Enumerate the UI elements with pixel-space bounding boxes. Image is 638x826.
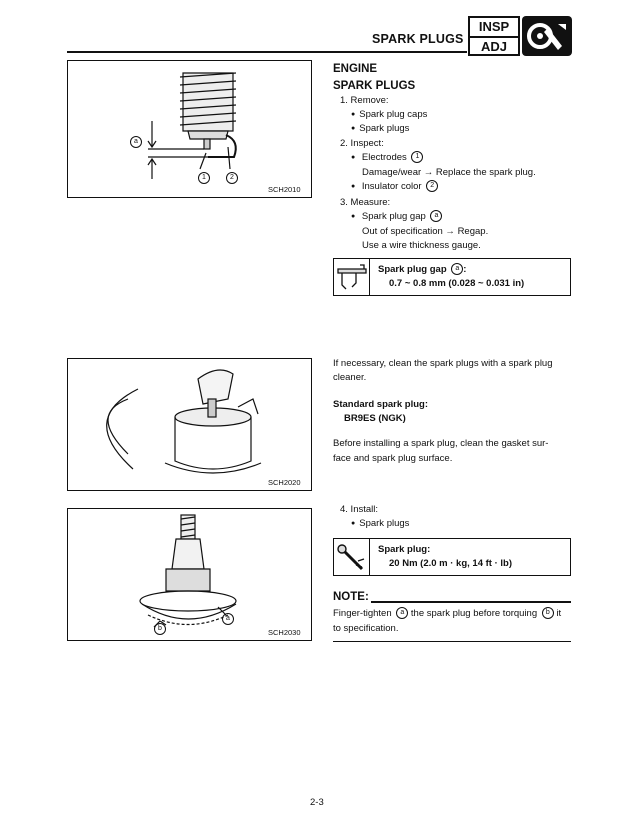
note-rule-top [371, 601, 571, 603]
step-4-item: ● Spark plugs [351, 517, 409, 533]
callout-b: b [154, 623, 166, 635]
figure-code: SCH2010 [268, 185, 301, 194]
figure-spark-plug-install [67, 508, 312, 641]
mark-b: b [542, 607, 554, 619]
page-header-title: SPARK PLUGS [372, 32, 464, 46]
note-title: NOTE: [333, 591, 369, 603]
spark-plug-gap-illustration [68, 61, 311, 197]
step-1: 1. Remove: [340, 95, 389, 106]
step-1-item: ● Spark plugs [351, 122, 409, 138]
standard-plug-value: BR9ES (NGK) [344, 413, 406, 424]
standard-plug-label: Standard spark plug: [333, 399, 429, 410]
install-prep-text: face and spark plug surface. [333, 453, 453, 464]
cleaning-text: If necessary, clean the spark plugs with a spark plug [333, 358, 553, 369]
section-subheading: SPARK PLUGS [333, 80, 416, 92]
callout-a: a [222, 613, 234, 625]
step-2-detail: Damage/wear → Replace the spark plug. [362, 167, 536, 178]
callout-1: 1 [198, 172, 210, 184]
spec-gap-value: 0.7 ~ 0.8 mm (0.028 ~ 0.031 in) [389, 278, 525, 289]
spec-box-gap [333, 258, 571, 296]
step-3-detail: Out of specification → Regap. [362, 226, 489, 237]
install-prep-text: Before installing a spark plug, clean the gasket sur- [333, 438, 549, 449]
step-3-detail: Use a wire thickness gauge. [362, 240, 481, 251]
mark-a: a [451, 263, 463, 275]
callout-a: a [130, 136, 142, 148]
figure-spark-plug-gap [67, 60, 312, 198]
section-heading: ENGINE [333, 63, 378, 75]
insp-adj-tag [468, 16, 520, 56]
spec-gap-label: Spark plug gap a : [378, 264, 467, 275]
mark-a: a [396, 607, 408, 619]
note-text: Finger-tighten a the spark plug before torquing b it [333, 608, 562, 619]
wrench-and-gauge-icon [522, 16, 572, 56]
step-2: 2. Inspect: [340, 138, 384, 149]
caliper-icon [334, 259, 370, 295]
figure-code: SCH2020 [268, 478, 301, 487]
spec-torque-label: Spark plug: [378, 544, 431, 555]
step-3: 3. Measure: [340, 197, 391, 208]
spark-plug-cleaner-illustration [68, 359, 311, 490]
header-rule [67, 51, 467, 53]
torque-wrench-icon [334, 539, 370, 575]
mark-a: a [430, 210, 442, 222]
figure-spark-plug-cleaner [67, 358, 312, 491]
figure-code: SCH2030 [268, 628, 301, 637]
step-2-item: ● Electrodes 1 [351, 151, 423, 167]
tag-insp: INSP [470, 18, 518, 38]
tag-adj: ADJ [480, 39, 507, 54]
step-3-item: ● Spark plug gap a [351, 210, 442, 226]
mark-2: 2 [426, 180, 438, 192]
spec-box-torque [333, 538, 571, 576]
spec-torque-value: 20 Nm (2.0 m · kg, 14 ft · lb) [389, 558, 512, 569]
step-2-item: ● Insulator color 2 [351, 180, 438, 196]
note-text: to specification. [333, 623, 399, 634]
spark-plug-install-illustration [68, 509, 311, 640]
note-rule-bottom [333, 641, 571, 642]
step-4: 4. Install: [340, 504, 379, 515]
mark-1: 1 [411, 151, 423, 163]
page-number: 2-3 [310, 797, 324, 808]
step-1-item: ● Spark plug caps [351, 108, 427, 124]
cleaning-text: cleaner. [333, 372, 367, 383]
callout-2: 2 [226, 172, 238, 184]
